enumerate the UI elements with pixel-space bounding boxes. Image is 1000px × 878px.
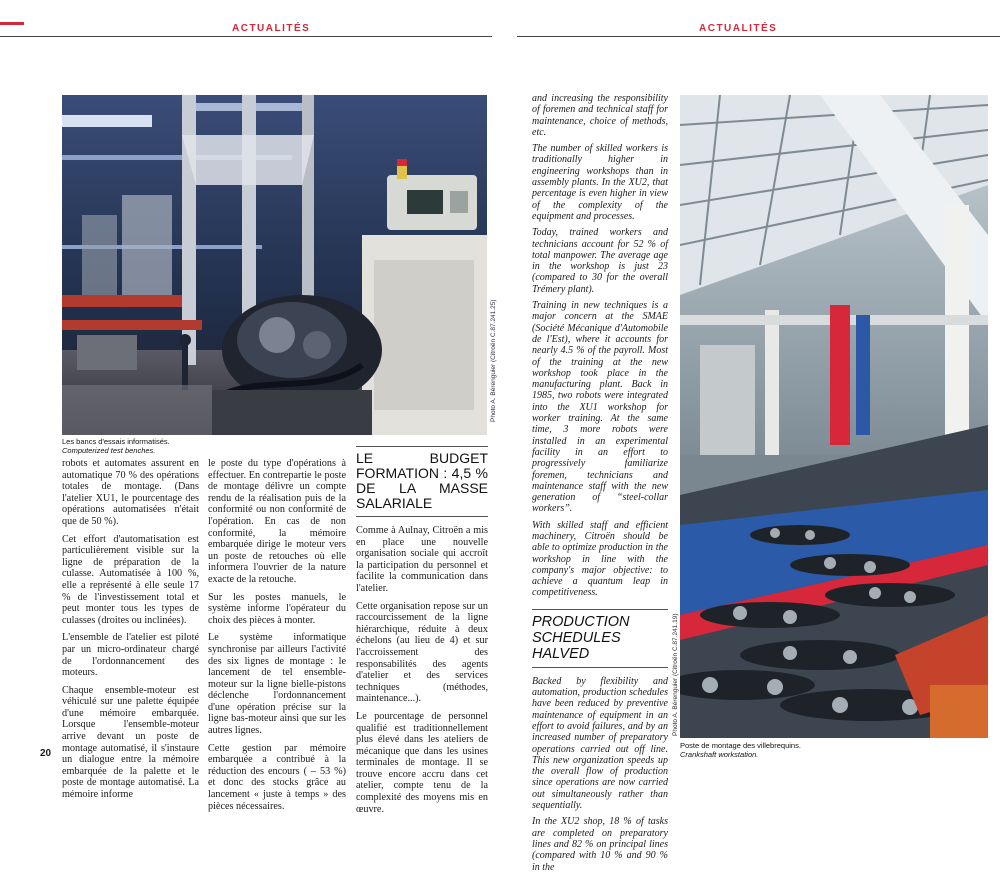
photo-right-caption	[680, 741, 980, 759]
photo-crankshaft-workstation	[680, 95, 988, 738]
right-header-label: ACTUALITÉS	[699, 23, 778, 34]
budget-formation-heading: LE BUDGET FORMATION : 4,5 % DE LA MASSE SALARIALE	[356, 446, 488, 517]
col3-paragraph-1: Comme à Aulnay, Citroën a mis en place une nouvelle organisation sociale qui accroît la participation du personnel et facilite la communication dans l'atelier.	[356, 525, 488, 594]
photo-left-caption	[62, 437, 362, 455]
text-column-3	[356, 446, 488, 821]
photo-left-caption-fr: Les bancs d'essais informatisés.	[62, 437, 170, 446]
col4-paragraph-5: With skilled staff and efficient machinery, Citroën should be able to optimize production in the workshop in line with the company's major objective: to achieve a quantum leap in competitiveness.	[532, 519, 668, 599]
left-corner-mark	[0, 22, 24, 25]
col4-paragraph-1: and increasing the responsibility of foremen and technical staff for maintenance, choice of methods, etc.	[532, 93, 668, 138]
production-schedules-heading: PRODUCTION SCHEDULES HALVED	[532, 609, 668, 668]
col4-paragraph-6: Backed by flexibility and automation, production schedules have been reduced by preventive maintenance of equipment in an effort to avoid failures, and by an increased number of preparatory operations carried out off line. This new organization speeds up the overall flow of production since operations are now carried out simultaneously rather than sequentially.	[532, 675, 668, 812]
photo-left-credit: Photo A. Bérenguier (Citroën C.87.241.25)	[490, 299, 497, 422]
photo-test-benches	[62, 95, 487, 435]
photo-right-credit: Photo A. Bérenguier (Citroën C.87.241.19)	[672, 613, 679, 736]
right-header-rule	[517, 36, 1000, 37]
col4-paragraph-2: The number of skilled workers is traditionally higher in engineering workshops than in assembly plants. In the XU2, that percentage is even higher in view of the complexity of the equipment and processes.	[532, 143, 668, 222]
col4-paragraph-7: In the XU2 shop, 18 % of tasks are completed on preparatory lines and 82 % on principal lines (compared with 10 % and 90 % in the	[532, 816, 668, 873]
col4-paragraph-4: Training in new techniques is a major concern at the SMAE (Société Mécanique d'Automobile de l'Est), where it accounts for nearly 4.5 % of the payroll. Most of the training at the new workshop took place in the manufacturing plant. Back in 1985, two robots were integrated into the XU1 workshop for worker training. At the same time, 3 more robots were installed in an experimental facility in an effort to progressively familiarize foremen, technicians and maintenance staff with the new generation of “steel-collar workers”.	[532, 300, 668, 515]
photo-right-caption-fr: Poste de montage des villebrequins.	[680, 741, 801, 750]
text-column-2	[208, 458, 346, 818]
col2-paragraph-2: Sur les postes manuels, le système informe l'opérateur du choix des pièces à monter.	[208, 591, 346, 626]
page-number: 20	[40, 748, 52, 759]
col1-paragraph-3: L'ensemble de l'atelier est piloté par un micro-ordinateur chargé de l'ordonnancement des moteurs.	[62, 632, 199, 679]
photo-right-caption-en: Crankshaft workstation.	[680, 750, 759, 759]
col3-paragraph-2: Cette organisation repose sur un raccourcissement de la ligne hiérarchique, réduite à deux échelons (au lieu de 4) et sur l'accroissement des responsabilités des agents d'atelier et des services techniques (méthodes, maintenance...).	[356, 600, 488, 705]
col4-paragraph-3: Today, trained workers and technicians account for 52 % of total manpower. The average age in the workshop is just 23 (compared to 30 for the overall Trémery plant).	[532, 227, 668, 295]
text-column-1	[62, 458, 199, 807]
photo-left-caption-en: Computerized test benches.	[62, 446, 156, 455]
left-header-rule	[0, 36, 492, 37]
left-header-label: ACTUALITÉS	[232, 23, 311, 34]
crankshaft-workstation-illustration	[680, 95, 988, 738]
col2-paragraph-3: Le système informatique synchronise par ailleurs l'activité des six lignes de montage : le lancement de tel ensemble-moteur sur la ligne bielle-pistons déclenche l'ordonnancement d'une opération précise sur la ligne bas-moteur ainsi que sur les autres lignes.	[208, 632, 346, 737]
col2-paragraph-1: le poste du type d'opérations à effectuer. En contrepartie le poste de montage délivre un compte rendu de la réalisation puis de la conformité ou non conformité de l'opération. En cas de non conformité, la mémoire embarquée dirige le moteur vers un poste de retouches où elle informera l'ouvrier de la nature exacte de la retouche.	[208, 458, 346, 585]
col1-paragraph-1: robots et automates assurent en automatique 70 % des opérations totales de montage. (Dans l'atelier XU1, le pourcentage des opérations automatisées n'était que de 50 %).	[62, 458, 199, 527]
col3-paragraph-3: Le pourcentage de personnel qualifié est traditionnellement plus élevé dans les ateliers de mécanique que dans les usines terminales de montage. Il se trouve encore accru dans cet atelier, compte tenu de la complexité des moyens mis en œuvre.	[356, 710, 488, 815]
col1-paragraph-4: Chaque ensemble-moteur est véhiculé sur une palette équipée d'une mémoire embarquée. Lorsque l'ensemble-moteur arrive devant un poste de montage automatisé, il s'instaure un dialogue entre la mémoire embarquée de la palette et le poste de montage automatisé. La mémoire informe	[62, 684, 199, 801]
text-column-4	[532, 93, 668, 878]
col1-paragraph-2: Cet effort d'automatisation est particulièrement visible sur la ligne de préparation de la culasse. Automatisée à 100 %, elle a représenté à elle seule 17 % de l'investissement total et peut monter tous les types de culasses (droites ou inclinées).	[62, 533, 199, 626]
col2-paragraph-4: Cette gestion par mémoire embarquée a contribué à la réduction des encours ( – 53 %) et donc des stocks grâce au lancement « juste à temps » des pièces nécessaires.	[208, 742, 346, 812]
test-bench-illustration	[62, 95, 487, 435]
